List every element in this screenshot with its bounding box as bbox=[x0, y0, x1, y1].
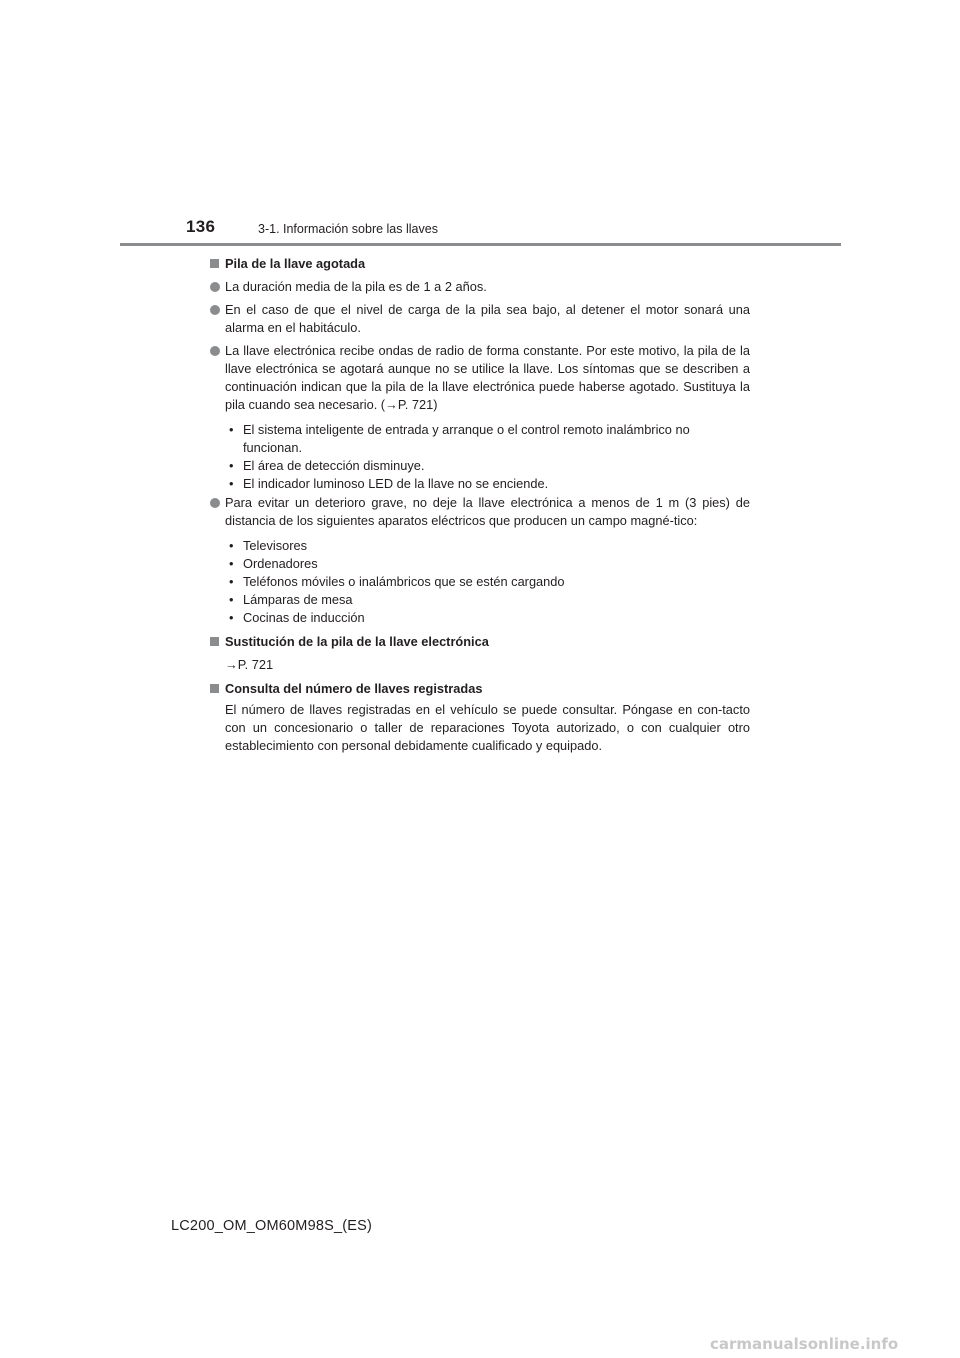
circle-bullet-icon bbox=[210, 498, 220, 508]
list-item: • Televisores bbox=[229, 538, 308, 553]
bullet-item: Para evitar un deterioro grave, no deje la llave electrónica a menos de 1 m (3 pies) de distancia de los siguientes aparatos eléctricos que producen un campo magné-tico: bbox=[210, 494, 750, 530]
registered-keys-text: El número de llaves registradas en el vehículo se puede consultar. Póngase en con-tacto con un concesionario o taller de reparaciones Toyota autorizado, o con cualquier otro establecimiento con personal debidamente cualificado y equipado. bbox=[225, 702, 750, 753]
page-number: 136 bbox=[186, 217, 216, 236]
heading-registered-keys: Consulta del número de llaves registradas bbox=[210, 680, 750, 698]
list-marker: • bbox=[229, 538, 234, 553]
square-bullet-icon bbox=[210, 637, 219, 646]
header-rule bbox=[120, 243, 841, 246]
square-bullet-icon bbox=[210, 259, 219, 268]
list-marker: • bbox=[229, 458, 234, 473]
heading-replacement: Sustitución de la pila de la llave electrónica bbox=[210, 633, 750, 651]
list-marker: • bbox=[229, 422, 234, 437]
list-item: • El área de detección disminuye. bbox=[229, 458, 425, 473]
list-item: • Ordenadores bbox=[229, 556, 318, 571]
list-item: • Cocinas de inducción bbox=[229, 610, 365, 625]
bullet-item: La duración media de la pila es de 1 a 2 años. bbox=[210, 278, 750, 296]
heading-battery: Pila de la llave agotada bbox=[210, 255, 750, 273]
device-list bbox=[210, 537, 750, 627]
page-reference: →P. 721 bbox=[225, 657, 274, 672]
list-item: • Lámparas de mesa bbox=[229, 592, 353, 607]
symptom-list bbox=[210, 421, 750, 493]
list-marker: • bbox=[229, 592, 234, 607]
list-item: • El indicador luminoso LED de la llave no se enciende. bbox=[229, 476, 549, 491]
watermark: carmanualsonline.info bbox=[710, 1335, 899, 1353]
circle-bullet-icon bbox=[210, 346, 220, 356]
circle-bullet-icon bbox=[210, 282, 220, 292]
footer-doc-code: LC200_OM_OM60M98S_(ES) bbox=[171, 1218, 373, 1234]
list-item: • Teléfonos móviles o inalámbricos que se estén cargando bbox=[229, 574, 565, 589]
list-marker: • bbox=[229, 610, 234, 625]
list-marker: • bbox=[229, 476, 234, 491]
bullet-item: En el caso de que el nivel de carga de la pila sea bajo, al detener el motor sonará una alarma en el habitáculo. bbox=[210, 301, 750, 337]
circle-bullet-icon bbox=[210, 305, 220, 315]
list-marker: • bbox=[229, 556, 234, 571]
list-item: • El sistema inteligente de entrada y arranque o el control remoto inalámbrico no funcionan. bbox=[229, 422, 690, 455]
bullet-item: La llave electrónica recibe ondas de radio de forma constante. Por este motivo, la pila de la llave electrónica se agotará aunque no se utilice la llave. Los síntomas que se describen a continuación indican que la pila de la llave electrónica puede haberse agotado. Sustituya la pila cuando sea necesario. (→P. 721) bbox=[210, 342, 750, 414]
section-title: 3-1. Información sobre las llaves bbox=[258, 222, 438, 236]
square-bullet-icon bbox=[210, 684, 219, 693]
list-marker: • bbox=[229, 574, 234, 589]
page-content bbox=[210, 255, 750, 755]
